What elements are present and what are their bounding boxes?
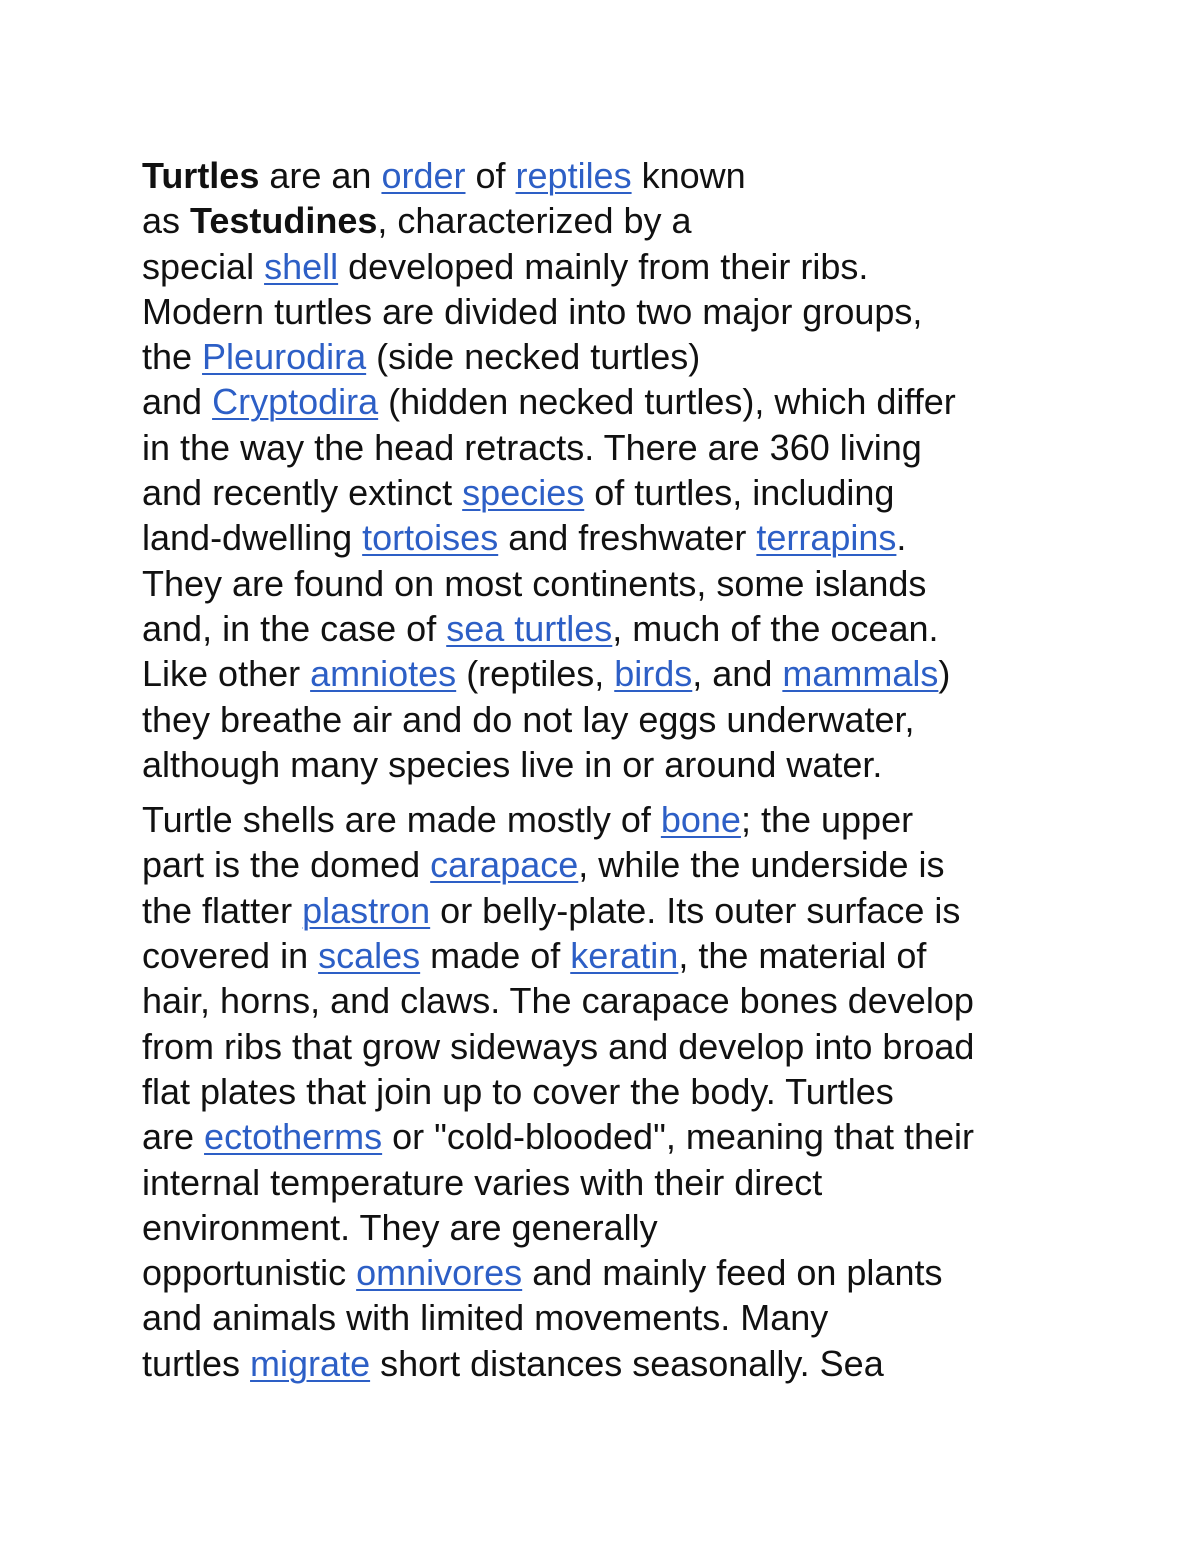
text-line	[142, 1114, 1082, 1159]
text-span: (side necked turtles)	[366, 336, 701, 378]
link-tortoises[interactable]: tortoises	[362, 517, 499, 559]
text-line	[142, 933, 1082, 978]
text-span: short distances seasonally. Sea	[370, 1342, 884, 1384]
link-omnivores[interactable]: omnivores	[356, 1252, 523, 1294]
text-span: the	[142, 336, 203, 378]
link-scales[interactable]: scales	[318, 935, 421, 977]
text-line	[142, 1341, 1082, 1386]
text-line	[142, 244, 1082, 289]
text-line	[142, 425, 1082, 470]
text-line	[142, 651, 1082, 696]
text-span: ; the upper	[740, 799, 914, 841]
text-line	[142, 515, 1082, 560]
text-span: in the way the head retracts. There are 360 living	[142, 426, 922, 468]
text-span: from ribs that grow sideways and develop into broad	[142, 1025, 975, 1067]
text-span: environment. They are generally	[142, 1206, 658, 1248]
link-bone[interactable]: bone	[660, 799, 741, 841]
text-span: special	[142, 245, 265, 287]
link-pleurodira[interactable]: Pleurodira	[202, 336, 367, 378]
bold-term: Testudines	[190, 200, 378, 242]
text-span: Modern turtles are divided into two major groups,	[142, 290, 923, 332]
text-line	[142, 153, 1082, 198]
text-span: turtles	[142, 1342, 251, 1384]
text-span: , the material of	[678, 935, 927, 977]
text-span: they breathe air and do not lay eggs underwater,	[142, 698, 915, 740]
text-line	[142, 697, 1082, 742]
link-carapace[interactable]: carapace	[430, 844, 579, 886]
paragraph-spacer	[142, 787, 1082, 797]
text-line	[142, 289, 1082, 334]
text-span: the flatter	[142, 889, 303, 931]
text-span: Turtle shells are made mostly of	[142, 799, 661, 841]
text-line	[142, 470, 1082, 515]
text-line	[142, 1295, 1082, 1340]
article-body	[142, 153, 1082, 1386]
text-span: internal temperature varies with their direct	[142, 1161, 823, 1203]
text-line	[142, 1024, 1082, 1069]
text-line	[142, 742, 1082, 787]
text-span: and animals with limited movements. Many	[142, 1297, 829, 1339]
text-line	[142, 1160, 1082, 1205]
text-span: covered in	[142, 935, 319, 977]
link-ectotherms[interactable]: ectotherms	[204, 1116, 383, 1158]
text-line	[142, 561, 1082, 606]
link-amniotes[interactable]: amniotes	[310, 653, 457, 695]
text-span: and mainly feed on plants	[522, 1252, 943, 1294]
text-span: made of	[420, 935, 571, 977]
text-span: .	[896, 517, 907, 559]
link-order[interactable]: order	[381, 155, 466, 196]
text-span: (reptiles,	[456, 653, 615, 695]
text-span: developed mainly from their ribs.	[338, 245, 869, 287]
text-span: of	[465, 155, 516, 196]
link-birds[interactable]: birds	[614, 653, 693, 695]
link-migrate[interactable]: migrate	[250, 1342, 371, 1384]
text-span: or belly-plate. Its outer surface is	[430, 889, 961, 931]
text-span: Like other	[142, 653, 311, 695]
link-plastron[interactable]: plastron	[302, 889, 431, 931]
link-keratin[interactable]: keratin	[570, 935, 679, 977]
link-mammals[interactable]: mammals	[782, 653, 939, 695]
text-span: and	[142, 381, 213, 423]
text-span: (hidden necked turtles), which differ	[378, 381, 956, 423]
text-line	[142, 888, 1082, 933]
text-span: , much of the ocean.	[612, 607, 939, 649]
text-line	[142, 978, 1082, 1023]
text-span: , characterized by a	[377, 200, 692, 242]
paragraph-1	[142, 153, 1082, 787]
text-line	[142, 842, 1082, 887]
text-span: , while the underside is	[578, 844, 945, 886]
text-span: and, in the case of	[142, 607, 447, 649]
link-terrapins[interactable]: terrapins	[756, 517, 897, 559]
text-span: , and	[692, 653, 783, 695]
text-line	[142, 1205, 1082, 1250]
link-cryptodira[interactable]: Cryptodira	[212, 381, 379, 423]
text-line	[142, 797, 1082, 842]
bold-term: Turtles	[142, 155, 260, 196]
text-span: opportunistic	[142, 1252, 357, 1294]
text-line	[142, 1250, 1082, 1295]
text-span: are	[142, 1116, 205, 1158]
text-span: part is the domed	[142, 844, 431, 886]
text-span: and recently extinct	[142, 472, 463, 514]
link-species[interactable]: species	[462, 472, 585, 514]
link-shell[interactable]: shell	[264, 245, 339, 287]
text-line	[142, 606, 1082, 651]
text-line	[142, 379, 1082, 424]
text-span: known	[631, 155, 746, 196]
text-line	[142, 1069, 1082, 1114]
text-span: are an	[259, 155, 382, 196]
link-sea-turtles[interactable]: sea turtles	[446, 607, 613, 649]
text-span: land-dwelling	[142, 517, 363, 559]
text-span: although many species live in or around water.	[142, 743, 883, 785]
text-span: flat plates that join up to cover the body. Turtles	[142, 1070, 894, 1112]
text-span: of turtles, including	[584, 472, 895, 514]
text-span: )	[938, 653, 951, 695]
text-line	[142, 334, 1082, 379]
text-span: They are found on most continents, some islands	[142, 562, 927, 604]
link-reptiles[interactable]: reptiles	[515, 155, 632, 196]
text-span: hair, horns, and claws. The carapace bones develop	[142, 980, 974, 1022]
text-line	[142, 198, 1082, 243]
text-span: or "cold-blooded", meaning that their	[382, 1116, 975, 1158]
text-span: as	[142, 200, 191, 242]
paragraph-2	[142, 797, 1082, 1386]
text-span: and freshwater	[498, 517, 757, 559]
